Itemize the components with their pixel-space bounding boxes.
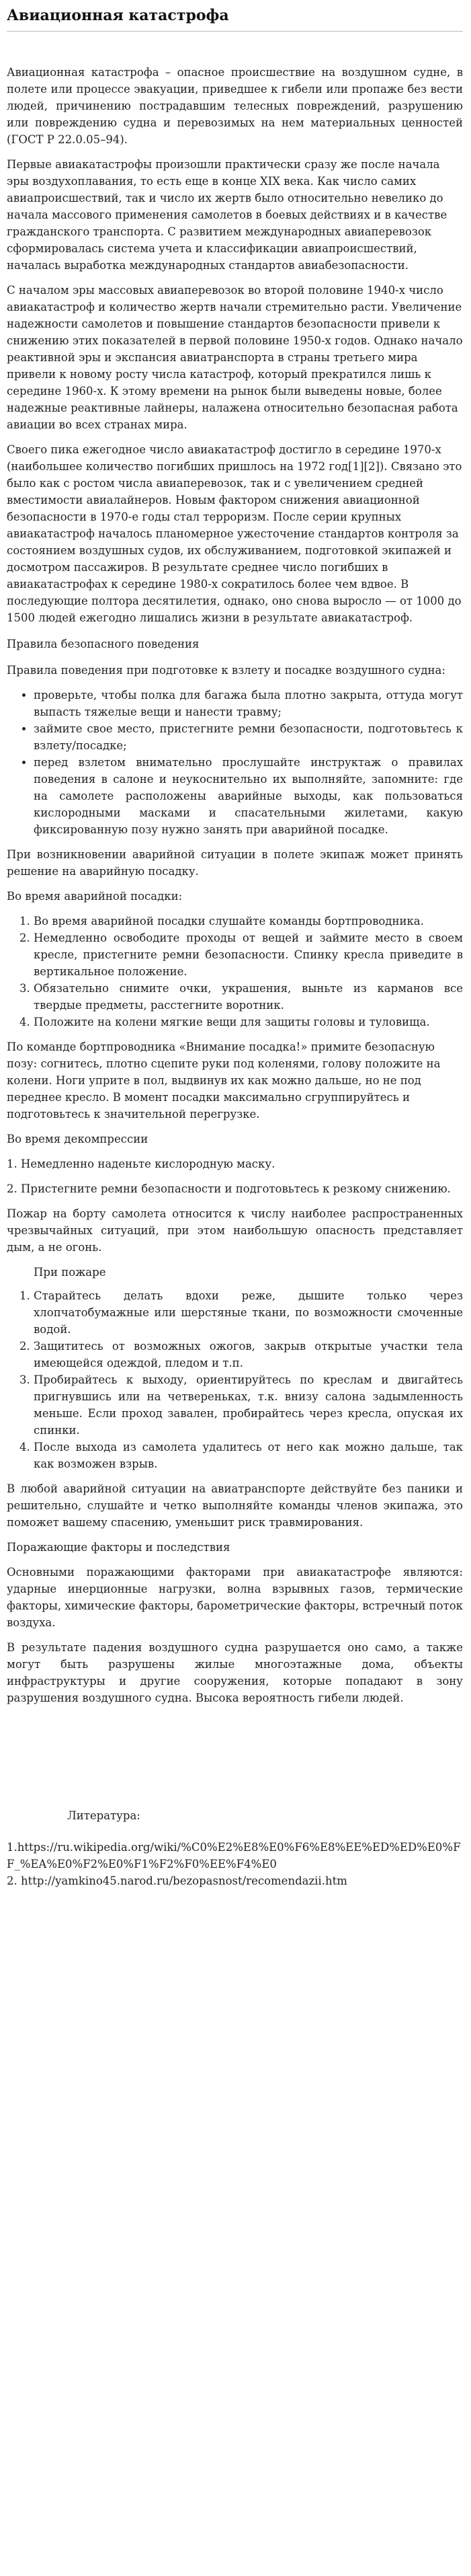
list-item: • перед взлетом внимательно прослушайте инструктаж о правилах поведения в салоне и неукоснительно их выполняйте, запомните: где на самолете расположены аварийные выходы, как пользоваться кислородными масками и спасательными жилетами, какую фиксированную позу нужно занять при аварийной посадке.	[34, 754, 463, 838]
list-item: 3. Обязательно снимите очки, украшения, выньте из карманов все твердые предметы, расстегните воротник.	[34, 980, 463, 1014]
any-situation-paragraph: В любой аварийной ситуации на авиатранспорте действуйте без паники и решительно, слушайте и четко выполняйте команды членов экипажа, это поможет вашему спасению, уменьшит риск травмирования.	[7, 1482, 463, 1529]
decompression-item-2: 2. Пристегните ремни безопасности и подготовьтесь к резкому снижению.	[7, 1182, 451, 1195]
article	[0, 5, 471, 1889]
list-item: 1. Старайтесь делать вдохи реже, дышите только через хлопчатобумажные или шерстяные ткани, по возможности смоченные водой.	[34, 1287, 463, 1338]
decompression-heading: Во время декомпрессии	[7, 1133, 148, 1145]
rules-heading: Правила безопасного поведения	[7, 638, 200, 650]
factors-heading: Поражающие факторы и последствия	[7, 1541, 230, 1554]
decompression-item-1: 1. Немедленно наденьте кислородную маску.	[7, 1158, 275, 1170]
intro-paragraph-4: Своего пика ежегодное число авиакатастроф достигло в середине 1970-х (наибольшее количество погибших пришлось на 1972 год[1][2]). Связано это было как с ростом числа авиаперевозок, так и с увеличением средней вместимости авиалайнеров. Новым фактором снижения авиационной безопасности в 1970-е годы стал терроризм. После серии крупных авиакатастроф началось планомерное ужесточение стандартов контроля за состоянием воздушных судов, их обслуживанием, подготовкой экипажей и досмотром пассажиров. В результате среднее число погибших в авиакатастрофах к середине 1980-х сократилось более чем вдвое. В последующие полтора десятилетия, однако, оно снова выросло — от 1000 до 1500 людей ежегодно лишались жизни в результате авиакатастроф.	[7, 443, 462, 624]
page-title: Авиационная катастрофа	[7, 7, 229, 24]
intro-paragraph-3: С началом эры массовых авиаперевозок во второй половине 1940-х число авиакатастроф и количество жертв начали стремительно расти. Увеличение надежности самолетов и повышение стандартов безопасности привели к снижению этих показателей в первой половине 1950-х годов. Однако начало реактивной эры и экспансия авиатранспорта в страны третьего мира привели к новому росту числа катастроф, который прекратился лишь к середине 1960-х. К этому времени на рынок были выведены новые, более надежные реактивные лайнеры, налажена относительно безопасная работа авиации во всех странах мира.	[7, 284, 463, 431]
rules-list	[7, 687, 463, 838]
literature-list	[7, 1839, 463, 1889]
list-item: • займите свое место, пристегните ремни безопасности, подготовьтесь к взлету/посадке;	[34, 720, 463, 754]
list-item: 3. Пробирайтесь к выходу, ориентируйтесь по креслам и двигайтесь пригнувшись или на четвереньках, т.к. внизу салона задымленность меньше. Если проход завален, пробирайтесь через кресла, опуская их спинки.	[34, 1371, 463, 1439]
list-item	[7, 1872, 463, 1889]
intro-paragraph-2: Первые авиакатастрофы произошли практически сразу же после начала эры воздухоплавания, то есть еще в конце XIX века. Как число самих авиапроисшествий, так и число их жертв было относительно невелико до начала массового применения самолетов в боевых действиях и в качестве гражданского транспорта. С развитием международных авиаперевозок сформировалась система учета и классификации авиапроисшествий, началась выработка международных стандартов авиабезопасности.	[7, 158, 447, 272]
list-item: • проверьте, чтобы полка для багажа была плотно закрыта, оттуда могут выпасть тяжелые вещи и нанести травму;	[34, 687, 463, 720]
rules-intro: Правила поведения при подготовке к взлету и посадке воздушного судна:	[7, 664, 445, 677]
list-item	[7, 1839, 463, 1872]
literature-link-yamkino[interactable]: 2. http://yamkino45.narod.ru/bezopasnost/recomendazii.htm	[7, 1874, 347, 1887]
list-item: 1. Во время аварийной посадки слушайте команды бортпроводника.	[34, 913, 463, 930]
factors-paragraph: Основными поражающими факторами при авиакатастрофе являются: ударные инерционные нагрузки, волна взрывных газов, термические факторы, химические факторы, барометрические факторы, встречный поток воздуха.	[7, 1566, 463, 1629]
list-item: 2. Защититесь от возможных ожогов, закрыв открытые участки тела имеющейся одеждой, пледом и т.п.	[34, 1338, 463, 1371]
title-divider	[7, 31, 463, 32]
landing-list	[7, 913, 463, 1030]
landing-heading: Во время аварийной посадки:	[7, 890, 183, 903]
emergency-paragraph: При возникновении аварийной ситуации в полете экипаж может принять решение на аварийную посадку.	[7, 848, 463, 878]
literature-heading: Литература:	[67, 1809, 140, 1822]
intro-paragraph-1: Авиационная катастрофа – опасное происшествие на воздушном судне, в полете или процессе эвакуации, приведшее к гибели или пропаже без вести людей, причинению пострадавшим телесных повреждений, разрушению или повреждению судна и перевозимых на нем материальных ценностей (ГОСТ Р 22.0.05–94).	[7, 66, 463, 146]
consequences-paragraph: В результате падения воздушного судна разрушается оно само, а также могут быть разрушены жилые многоэтажные дома, объекты инфраструктуры и другие сооружения, которые попадают в зону разрушения воздушного судна. Высока вероятность гибели людей.	[7, 1641, 463, 1704]
list-item: 2. Немедленно освободите проходы от вещей и займите место в своем кресле, пристегните ремни безопасности. Спинку кресла приведите в вертикальное положение.	[34, 930, 463, 980]
literature-link-wikipedia[interactable]: 1.https://ru.wikipedia.org/wiki/%C0%E2%E8%E0%F6%E8%EE%ED%ED%E0%FF_%EA%E0%F2%E0%F1%F2%F0%EE%F4%E0	[7, 1841, 461, 1870]
list-item: 4. Положите на колени мягкие вещи для защиты головы и туловища.	[34, 1014, 463, 1030]
fire-heading: При пожаре	[34, 1266, 106, 1279]
list-item: 4. После выхода из самолета удалитесь от него как можно дальше, так как возможен взрыв.	[34, 1439, 463, 1472]
command-paragraph: По команде бортпроводника «Внимание посадка!» примите безопасную позу: согнитесь, плотно сцепите руки под коленями, голову положите на колени. Ноги уприте в пол, выдвинув их как можно дальше, но не под переднее кресло. В момент посадки максимально сгруппируйтесь и подготовьтесь к значительной перегрузке.	[7, 1040, 441, 1121]
fire-paragraph: Пожар на борту самолета относится к числу наиболее распространенных чрезвычайных ситуаций, при этом наибольшую опасность представляет дым, а не огонь.	[7, 1207, 463, 1254]
literature-section	[7, 1807, 463, 1889]
fire-list	[7, 1287, 463, 1472]
